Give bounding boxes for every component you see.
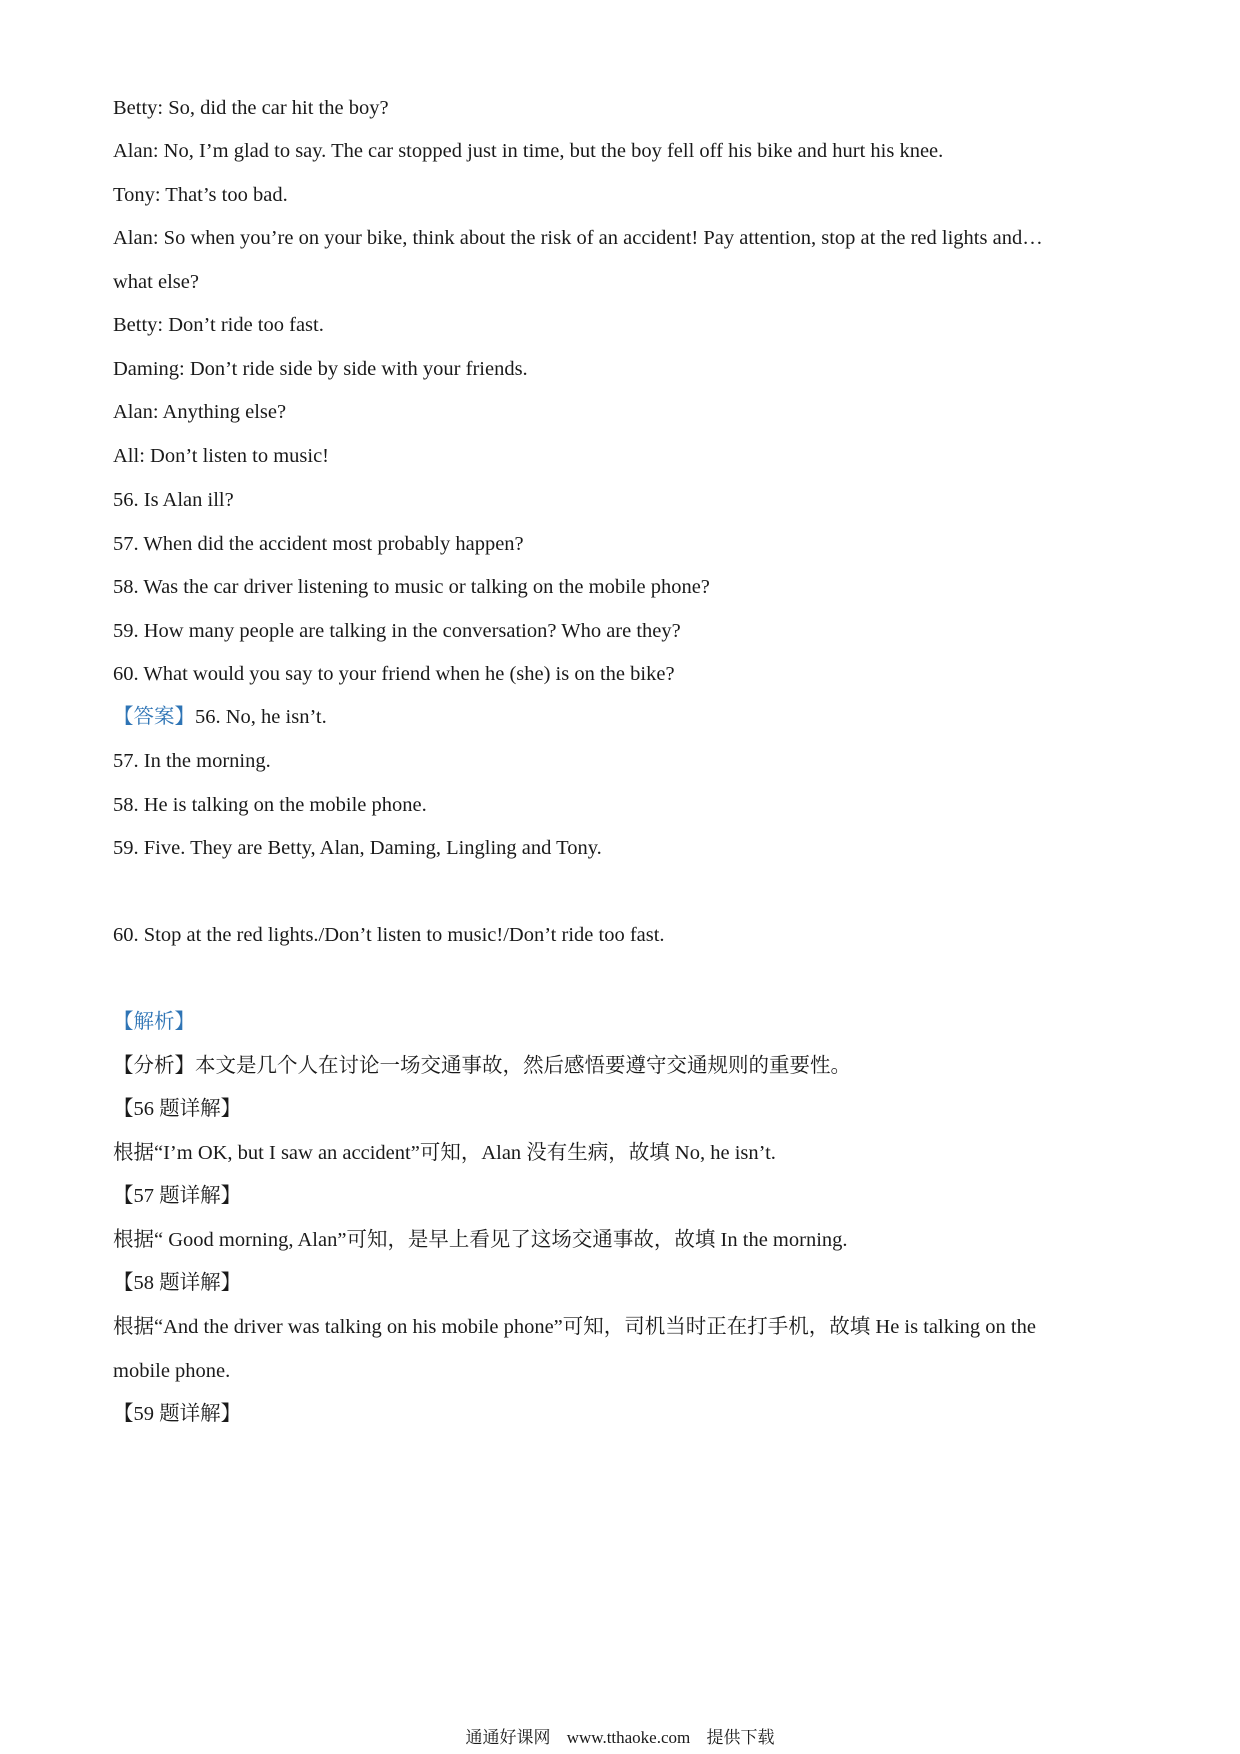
answer-59: 59. Five. They are Betty, Alan, Daming, Lingling and Tony. (113, 837, 602, 859)
dialogue-line: Betty: So, did the car hit the boy? (113, 97, 389, 119)
analysis-summary: 【分析】本文是几个人在讨论一场交通事故，然后感悟要遵守交通规则的重要性。 (113, 1055, 851, 1077)
q59-heading: 【59 题详解】 (113, 1403, 242, 1425)
dialogue-line: what else? (113, 271, 199, 293)
dialogue-line: Alan: No, I’m glad to say. The car stopped just in time, but the boy fell off his bike and hurt his knee. (113, 140, 944, 162)
dialogue-line: Alan: Anything else? (113, 401, 287, 423)
analysis-tag: 【解析】 (113, 1011, 195, 1033)
dialogue-line: All: Don’t listen to music! (113, 445, 330, 467)
answer-tag: 【答案】 (113, 706, 195, 728)
q57-heading: 【57 题详解】 (113, 1185, 242, 1207)
q58-heading: 【58 题详解】 (113, 1272, 242, 1294)
question-59: 59. How many people are talking in the conversation? Who are they? (113, 620, 681, 642)
question-57: 57. When did the accident most probably happen? (113, 533, 524, 555)
answer-57: 57. In the morning. (113, 750, 271, 772)
question-58: 58. Was the car driver listening to music or talking on the mobile phone? (113, 576, 710, 598)
answer-56: 56. No, he isn’t. (195, 706, 327, 728)
q56-explanation: 根据“I’m OK, but I saw an accident”可知，Alan 没有生病，故填 No, he isn’t. (113, 1142, 776, 1164)
dialogue-line: Daming: Don’t ride side by side with your friends. (113, 358, 528, 380)
q56-heading: 【56 题详解】 (113, 1098, 242, 1120)
dialogue-line: Alan: So when you’re on your bike, think about the risk of an accident! Pay attention, stop at the red lights and… (113, 227, 1043, 249)
page-footer (0, 1727, 1240, 1749)
question-56: 56. Is Alan ill? (113, 489, 234, 511)
q58-explanation-cont: mobile phone. (113, 1360, 231, 1382)
question-60: 60. What would you say to your friend when he (she) is on the bike? (113, 663, 675, 685)
q57-explanation: 根据“ Good morning, Alan”可知，是早上看见了这场交通事故，故填 In the morning. (113, 1229, 848, 1251)
dialogue-line: Betty: Don’t ride too fast. (113, 314, 324, 336)
footer-site-name: 通通好课网 (465, 1728, 551, 1747)
answer-line-56 (113, 703, 327, 731)
footer-url[interactable]: www.tthaoke.com (566, 1728, 691, 1747)
footer-note: 提供下载 (706, 1728, 775, 1747)
q58-explanation: 根据“And the driver was talking on his mobile phone”可知，司机当时正在打手机，故填 He is talking on the (113, 1316, 1036, 1338)
answer-60: 60. Stop at the red lights./Don’t listen to music!/Don’t ride too fast. (113, 924, 665, 946)
dialogue-line: Tony: That’s too bad. (113, 184, 288, 206)
answer-58: 58. He is talking on the mobile phone. (113, 794, 427, 816)
